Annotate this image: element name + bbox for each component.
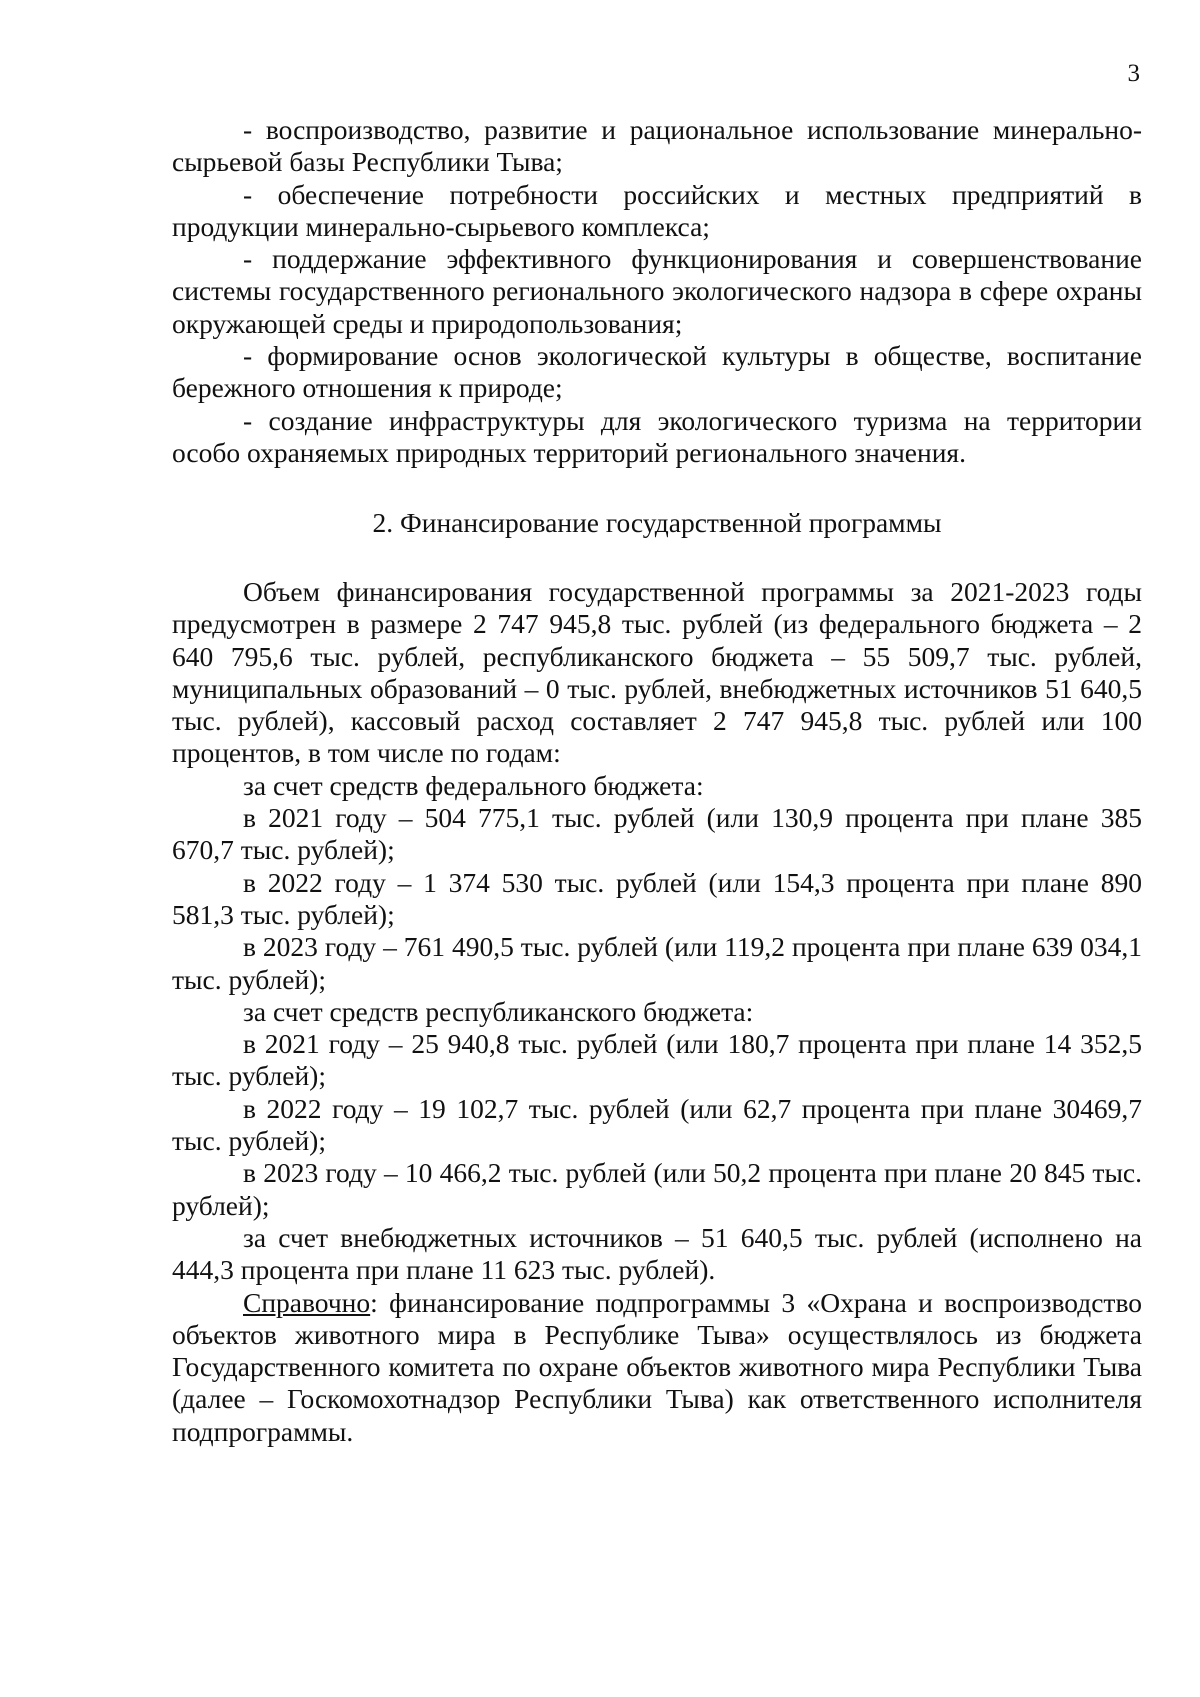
republic-2022: в 2022 году – 19 102,7 тыс. рублей (или 62,7 процента при плане 30469,7 тыс. рублей); — [172, 1092, 1142, 1157]
reference-note — [172, 1287, 1142, 1448]
goal-item: - поддержание эффективного функционирования и совершенствование системы государственного регионального экологического надзора в сфере охраны окружающей среды и природопользования; — [172, 243, 1142, 339]
republic-budget-label: за счет средств республиканского бюджета: — [243, 995, 754, 1027]
extrabudget-sources: за счет внебюджетных источников – 51 640,5 тыс. рублей (исполнено на 444,3 процента при плане 11 623 тыс. рублей). — [172, 1221, 1142, 1286]
reference-note-label: Справочно — [243, 1286, 371, 1318]
goal-item: - создание инфраструктуры для экологического туризма на территории особо охраняемых природных территорий регионального значения. — [172, 404, 1142, 468]
goal-item: - воспроизводство, развитие и рациональное использование минерально-сырьевой базы Республики Тыва; — [172, 114, 1142, 178]
federal-2023: в 2023 году – 761 490,5 тыс. рублей (или 119,2 процента при плане 639 034,1 тыс. рублей); — [172, 931, 1142, 995]
federal-2021: в 2021 году – 504 775,1 тыс. рублей (или 130,9 процента при плане 385 670,7 тыс. рублей); — [172, 802, 1142, 866]
financing-intro: Объем финансирования государственной программы за 2021-2023 годы предусмотрен в размере 2 747 945,8 тыс. рублей (из федерального бюджета – 2 640 795,6 тыс. рублей, республиканского бюджета – 55 509,7 тыс. рублей, муниципальных образований – 0 тыс. рублей, внебюджетных источников 51 640,5 тыс. рублей), кассовый расход составляет 2 747 945,8 тыс. рублей или 100 процентов, в том числе по годам: — [172, 576, 1142, 769]
federal-2022: в 2022 году – 1 374 530 тыс. рублей (или 154,3 процента при плане 890 581,3 тыс. рублей); — [172, 866, 1142, 930]
section-heading: 2. Финансирование государственной программы — [372, 507, 942, 538]
federal-budget-label: за счет средств федерального бюджета: — [243, 769, 704, 801]
page-number: 3 — [1127, 60, 1140, 87]
financing-section — [172, 576, 1142, 1448]
republic-2021: в 2021 году – 25 940,8 тыс. рублей (или 180,7 процента при плане 14 352,5 тыс. рублей); — [172, 1028, 1142, 1092]
goals-list — [172, 114, 1142, 469]
republic-2023: в 2023 году – 10 466,2 тыс. рублей (или 50,2 процента при плане 20 845 тыс. рублей); — [172, 1157, 1142, 1221]
goal-item: - обеспечение потребности российских и местных предприятий в продукции минерально-сырьевого комплекса; — [172, 178, 1142, 242]
reference-note-text: : финансирование подпрограммы 3 «Охрана и воспроизводство объектов животного мира в Республике Тыва» осуществлялось из бюджета Государственного комитета по охране объектов животного мира Республики Тыва (далее – Госкомохотнадзор Республики Тыва) как ответственного исполнителя подпрограммы. — [172, 1286, 1142, 1447]
goal-item: - формирование основ экологической культуры в обществе, воспитание бережного отношения к природе; — [172, 340, 1142, 404]
